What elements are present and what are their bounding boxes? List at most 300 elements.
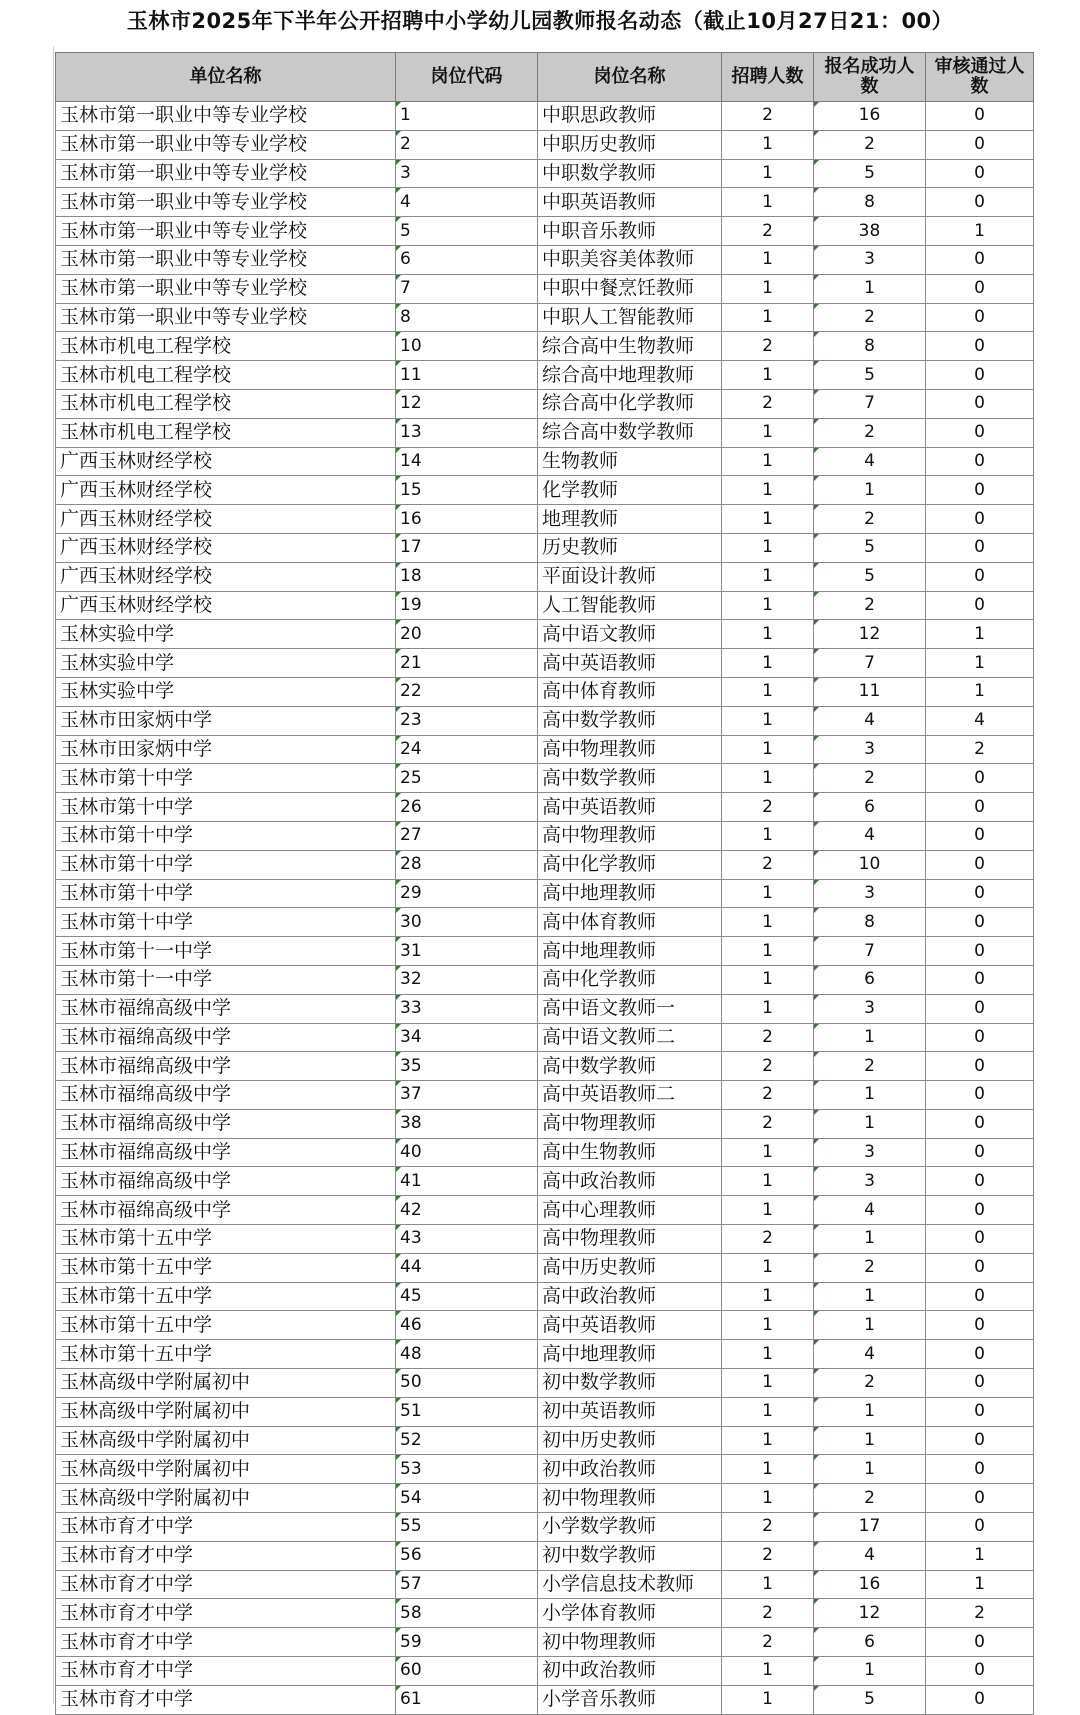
cell-post-name[interactable]: 地理教师	[538, 505, 722, 534]
cell-recruit-count[interactable]: 1	[722, 620, 814, 649]
cell-unit-name[interactable]: 玉林市第一职业中等专业学校	[56, 303, 396, 332]
cell-registered-count[interactable]: 12	[814, 1599, 926, 1628]
cell-post-name[interactable]: 高中化学教师	[538, 965, 722, 994]
cell-post-name[interactable]: 高中心理教师	[538, 1196, 722, 1225]
cell-approved-count[interactable]: 0	[926, 1513, 1034, 1542]
cell-post-code[interactable]: 54	[396, 1484, 538, 1513]
cell-unit-name[interactable]: 玉林市第十中学	[56, 821, 396, 850]
cell-post-name[interactable]: 高中英语教师二	[538, 1081, 722, 1110]
cell-recruit-count[interactable]: 2	[722, 389, 814, 418]
cell-unit-name[interactable]: 玉林市育才中学	[56, 1685, 396, 1714]
cell-post-code[interactable]: 12	[396, 389, 538, 418]
cell-post-name[interactable]: 初中物理教师	[538, 1628, 722, 1657]
cell-unit-name[interactable]: 玉林市福绵高级中学	[56, 1138, 396, 1167]
cell-post-name[interactable]: 高中地理教师	[538, 1340, 722, 1369]
cell-approved-count[interactable]: 1	[926, 620, 1034, 649]
cell-post-code[interactable]: 27	[396, 821, 538, 850]
cell-registered-count[interactable]: 3	[814, 994, 926, 1023]
cell-post-name[interactable]: 平面设计教师	[538, 562, 722, 591]
cell-unit-name[interactable]: 广西玉林财经学校	[56, 447, 396, 476]
cell-post-name[interactable]: 综合高中生物教师	[538, 332, 722, 361]
cell-unit-name[interactable]: 玉林市福绵高级中学	[56, 1196, 396, 1225]
cell-post-name[interactable]: 中职思政教师	[538, 102, 722, 131]
cell-unit-name[interactable]: 广西玉林财经学校	[56, 505, 396, 534]
cell-approved-count[interactable]: 0	[926, 389, 1034, 418]
cell-post-name[interactable]: 初中历史教师	[538, 1426, 722, 1455]
cell-registered-count[interactable]: 1	[814, 1397, 926, 1426]
cell-registered-count[interactable]: 2	[814, 303, 926, 332]
cell-approved-count[interactable]: 2	[926, 735, 1034, 764]
cell-post-name[interactable]: 初中政治教师	[538, 1657, 722, 1686]
cell-registered-count[interactable]: 3	[814, 1138, 926, 1167]
cell-unit-name[interactable]: 玉林市第一职业中等专业学校	[56, 130, 396, 159]
cell-registered-count[interactable]: 1	[814, 1282, 926, 1311]
cell-recruit-count[interactable]: 1	[722, 649, 814, 678]
cell-approved-count[interactable]: 0	[926, 245, 1034, 274]
cell-post-code[interactable]: 16	[396, 505, 538, 534]
cell-post-code[interactable]: 44	[396, 1253, 538, 1282]
cell-post-code[interactable]: 61	[396, 1685, 538, 1714]
cell-approved-count[interactable]: 1	[926, 1570, 1034, 1599]
cell-post-code[interactable]: 55	[396, 1513, 538, 1542]
cell-unit-name[interactable]: 玉林市第十中学	[56, 764, 396, 793]
cell-registered-count[interactable]: 6	[814, 965, 926, 994]
cell-post-code[interactable]: 33	[396, 994, 538, 1023]
cell-registered-count[interactable]: 3	[814, 735, 926, 764]
cell-post-name[interactable]: 高中数学教师	[538, 764, 722, 793]
cell-approved-count[interactable]: 0	[926, 1628, 1034, 1657]
cell-registered-count[interactable]: 1	[814, 1023, 926, 1052]
cell-post-code[interactable]: 1	[396, 102, 538, 131]
cell-approved-count[interactable]: 0	[926, 533, 1034, 562]
cell-unit-name[interactable]: 玉林市第一职业中等专业学校	[56, 217, 396, 246]
cell-unit-name[interactable]: 广西玉林财经学校	[56, 476, 396, 505]
cell-recruit-count[interactable]: 1	[722, 1311, 814, 1340]
cell-post-name[interactable]: 初中政治教师	[538, 1455, 722, 1484]
cell-approved-count[interactable]: 0	[926, 274, 1034, 303]
cell-post-name[interactable]: 小学信息技术教师	[538, 1570, 722, 1599]
cell-approved-count[interactable]: 0	[926, 1109, 1034, 1138]
cell-post-code[interactable]: 23	[396, 706, 538, 735]
cell-recruit-count[interactable]: 1	[722, 1570, 814, 1599]
cell-registered-count[interactable]: 4	[814, 1340, 926, 1369]
cell-registered-count[interactable]: 1	[814, 1426, 926, 1455]
cell-post-code[interactable]: 24	[396, 735, 538, 764]
cell-post-name[interactable]: 化学教师	[538, 476, 722, 505]
cell-post-code[interactable]: 19	[396, 591, 538, 620]
cell-post-code[interactable]: 45	[396, 1282, 538, 1311]
cell-approved-count[interactable]: 0	[926, 1081, 1034, 1110]
cell-unit-name[interactable]: 玉林市育才中学	[56, 1570, 396, 1599]
cell-unit-name[interactable]: 玉林市育才中学	[56, 1541, 396, 1570]
cell-registered-count[interactable]: 4	[814, 821, 926, 850]
cell-approved-count[interactable]: 0	[926, 965, 1034, 994]
cell-post-code[interactable]: 34	[396, 1023, 538, 1052]
cell-unit-name[interactable]: 玉林市第十一中学	[56, 965, 396, 994]
cell-recruit-count[interactable]: 1	[722, 1138, 814, 1167]
cell-registered-count[interactable]: 7	[814, 937, 926, 966]
cell-post-name[interactable]: 中职人工智能教师	[538, 303, 722, 332]
cell-recruit-count[interactable]: 1	[722, 1282, 814, 1311]
cell-registered-count[interactable]: 16	[814, 102, 926, 131]
cell-recruit-count[interactable]: 2	[722, 850, 814, 879]
cell-post-code[interactable]: 15	[396, 476, 538, 505]
cell-post-name[interactable]: 小学音乐教师	[538, 1685, 722, 1714]
cell-post-code[interactable]: 28	[396, 850, 538, 879]
cell-recruit-count[interactable]: 1	[722, 476, 814, 505]
cell-recruit-count[interactable]: 1	[722, 706, 814, 735]
cell-recruit-count[interactable]: 1	[722, 908, 814, 937]
cell-unit-name[interactable]: 玉林市第十中学	[56, 879, 396, 908]
cell-post-code[interactable]: 17	[396, 533, 538, 562]
cell-unit-name[interactable]: 玉林市机电工程学校	[56, 418, 396, 447]
cell-registered-count[interactable]: 2	[814, 764, 926, 793]
cell-post-name[interactable]: 高中地理教师	[538, 937, 722, 966]
cell-post-code[interactable]: 4	[396, 188, 538, 217]
cell-post-name[interactable]: 高中物理教师	[538, 735, 722, 764]
cell-post-name[interactable]: 高中英语教师	[538, 1311, 722, 1340]
cell-approved-count[interactable]: 0	[926, 1023, 1034, 1052]
cell-unit-name[interactable]: 玉林市第十五中学	[56, 1225, 396, 1254]
cell-recruit-count[interactable]: 1	[722, 879, 814, 908]
cell-post-name[interactable]: 中职美容美体教师	[538, 245, 722, 274]
cell-approved-count[interactable]: 0	[926, 1138, 1034, 1167]
cell-post-name[interactable]: 中职数学教师	[538, 159, 722, 188]
cell-post-name[interactable]: 初中物理教师	[538, 1484, 722, 1513]
cell-approved-count[interactable]: 0	[926, 1369, 1034, 1398]
cell-unit-name[interactable]: 玉林市第十五中学	[56, 1311, 396, 1340]
cell-unit-name[interactable]: 玉林市第十中学	[56, 793, 396, 822]
cell-post-code[interactable]: 53	[396, 1455, 538, 1484]
cell-recruit-count[interactable]: 1	[722, 447, 814, 476]
cell-post-name[interactable]: 高中语文教师二	[538, 1023, 722, 1052]
cell-registered-count[interactable]: 7	[814, 649, 926, 678]
cell-unit-name[interactable]: 玉林市育才中学	[56, 1599, 396, 1628]
cell-registered-count[interactable]: 3	[814, 245, 926, 274]
cell-recruit-count[interactable]: 2	[722, 1513, 814, 1542]
cell-recruit-count[interactable]: 1	[722, 1167, 814, 1196]
cell-recruit-count[interactable]: 2	[722, 1541, 814, 1570]
cell-recruit-count[interactable]: 1	[722, 735, 814, 764]
cell-recruit-count[interactable]: 1	[722, 1340, 814, 1369]
cell-post-code[interactable]: 32	[396, 965, 538, 994]
cell-post-code[interactable]: 43	[396, 1225, 538, 1254]
cell-registered-count[interactable]: 2	[814, 1052, 926, 1081]
cell-approved-count[interactable]: 0	[926, 505, 1034, 534]
cell-unit-name[interactable]: 玉林市机电工程学校	[56, 332, 396, 361]
cell-registered-count[interactable]: 12	[814, 620, 926, 649]
cell-post-name[interactable]: 高中政治教师	[538, 1282, 722, 1311]
cell-recruit-count[interactable]: 1	[722, 159, 814, 188]
cell-unit-name[interactable]: 玉林高级中学附属初中	[56, 1426, 396, 1455]
cell-approved-count[interactable]: 1	[926, 217, 1034, 246]
cell-recruit-count[interactable]: 2	[722, 1023, 814, 1052]
cell-registered-count[interactable]: 5	[814, 562, 926, 591]
cell-post-code[interactable]: 6	[396, 245, 538, 274]
cell-recruit-count[interactable]: 2	[722, 1599, 814, 1628]
cell-post-name[interactable]: 高中生物教师	[538, 1138, 722, 1167]
cell-registered-count[interactable]: 1	[814, 1311, 926, 1340]
cell-recruit-count[interactable]: 1	[722, 562, 814, 591]
cell-registered-count[interactable]: 2	[814, 591, 926, 620]
cell-post-name[interactable]: 高中体育教师	[538, 677, 722, 706]
cell-approved-count[interactable]: 1	[926, 649, 1034, 678]
cell-registered-count[interactable]: 2	[814, 1253, 926, 1282]
cell-post-name[interactable]: 综合高中数学教师	[538, 418, 722, 447]
cell-recruit-count[interactable]: 1	[722, 1455, 814, 1484]
cell-post-name[interactable]: 高中数学教师	[538, 706, 722, 735]
cell-post-code[interactable]: 29	[396, 879, 538, 908]
cell-post-name[interactable]: 生物教师	[538, 447, 722, 476]
cell-approved-count[interactable]: 0	[926, 1455, 1034, 1484]
cell-registered-count[interactable]: 2	[814, 505, 926, 534]
cell-post-code[interactable]: 13	[396, 418, 538, 447]
cell-registered-count[interactable]: 1	[814, 1081, 926, 1110]
cell-approved-count[interactable]: 0	[926, 102, 1034, 131]
cell-post-code[interactable]: 42	[396, 1196, 538, 1225]
cell-post-code[interactable]: 38	[396, 1109, 538, 1138]
cell-registered-count[interactable]: 6	[814, 1628, 926, 1657]
cell-registered-count[interactable]: 1	[814, 1455, 926, 1484]
cell-post-code[interactable]: 2	[396, 130, 538, 159]
cell-registered-count[interactable]: 10	[814, 850, 926, 879]
cell-post-code[interactable]: 59	[396, 1628, 538, 1657]
cell-post-code[interactable]: 18	[396, 562, 538, 591]
cell-registered-count[interactable]: 4	[814, 447, 926, 476]
cell-registered-count[interactable]: 2	[814, 1484, 926, 1513]
cell-unit-name[interactable]: 广西玉林财经学校	[56, 533, 396, 562]
cell-post-name[interactable]: 初中英语教师	[538, 1397, 722, 1426]
cell-unit-name[interactable]: 玉林市育才中学	[56, 1628, 396, 1657]
cell-registered-count[interactable]: 2	[814, 1369, 926, 1398]
cell-post-name[interactable]: 高中英语教师	[538, 793, 722, 822]
cell-post-code[interactable]: 37	[396, 1081, 538, 1110]
cell-registered-count[interactable]: 1	[814, 1225, 926, 1254]
cell-approved-count[interactable]: 0	[926, 1340, 1034, 1369]
cell-recruit-count[interactable]: 1	[722, 505, 814, 534]
cell-recruit-count[interactable]: 1	[722, 821, 814, 850]
cell-registered-count[interactable]: 5	[814, 159, 926, 188]
cell-unit-name[interactable]: 玉林高级中学附属初中	[56, 1397, 396, 1426]
cell-approved-count[interactable]: 0	[926, 994, 1034, 1023]
cell-post-name[interactable]: 中职历史教师	[538, 130, 722, 159]
cell-post-name[interactable]: 高中政治教师	[538, 1167, 722, 1196]
cell-post-code[interactable]: 30	[396, 908, 538, 937]
cell-post-code[interactable]: 48	[396, 1340, 538, 1369]
cell-post-code[interactable]: 56	[396, 1541, 538, 1570]
cell-post-code[interactable]: 20	[396, 620, 538, 649]
cell-post-code[interactable]: 57	[396, 1570, 538, 1599]
cell-post-name[interactable]: 综合高中地理教师	[538, 361, 722, 390]
cell-recruit-count[interactable]: 1	[722, 937, 814, 966]
cell-registered-count[interactable]: 3	[814, 1167, 926, 1196]
cell-post-code[interactable]: 8	[396, 303, 538, 332]
cell-approved-count[interactable]: 1	[926, 677, 1034, 706]
cell-registered-count[interactable]: 7	[814, 389, 926, 418]
cell-unit-name[interactable]: 玉林高级中学附属初中	[56, 1484, 396, 1513]
cell-approved-count[interactable]: 0	[926, 1484, 1034, 1513]
cell-approved-count[interactable]: 4	[926, 706, 1034, 735]
cell-approved-count[interactable]: 0	[926, 879, 1034, 908]
cell-approved-count[interactable]: 0	[926, 1167, 1034, 1196]
cell-post-name[interactable]: 中职中餐烹饪教师	[538, 274, 722, 303]
cell-post-code[interactable]: 25	[396, 764, 538, 793]
cell-post-code[interactable]: 46	[396, 1311, 538, 1340]
cell-post-name[interactable]: 小学体育教师	[538, 1599, 722, 1628]
cell-recruit-count[interactable]: 1	[722, 533, 814, 562]
cell-registered-count[interactable]: 2	[814, 130, 926, 159]
cell-unit-name[interactable]: 广西玉林财经学校	[56, 591, 396, 620]
cell-approved-count[interactable]: 0	[926, 1225, 1034, 1254]
cell-approved-count[interactable]: 0	[926, 908, 1034, 937]
cell-post-code[interactable]: 11	[396, 361, 538, 390]
cell-registered-count[interactable]: 2	[814, 418, 926, 447]
cell-post-code[interactable]: 22	[396, 677, 538, 706]
cell-registered-count[interactable]: 8	[814, 908, 926, 937]
cell-recruit-count[interactable]: 1	[722, 418, 814, 447]
cell-approved-count[interactable]: 0	[926, 303, 1034, 332]
cell-approved-count[interactable]: 0	[926, 447, 1034, 476]
cell-registered-count[interactable]: 17	[814, 1513, 926, 1542]
cell-approved-count[interactable]: 0	[926, 159, 1034, 188]
cell-post-name[interactable]: 高中英语教师	[538, 649, 722, 678]
cell-unit-name[interactable]: 玉林市第一职业中等专业学校	[56, 102, 396, 131]
cell-post-name[interactable]: 高中数学教师	[538, 1052, 722, 1081]
cell-registered-count[interactable]: 5	[814, 533, 926, 562]
cell-recruit-count[interactable]: 1	[722, 1657, 814, 1686]
cell-unit-name[interactable]: 玉林高级中学附属初中	[56, 1455, 396, 1484]
cell-approved-count[interactable]: 0	[926, 1282, 1034, 1311]
cell-recruit-count[interactable]: 2	[722, 793, 814, 822]
cell-unit-name[interactable]: 玉林市福绵高级中学	[56, 1081, 396, 1110]
cell-unit-name[interactable]: 玉林市第一职业中等专业学校	[56, 159, 396, 188]
cell-approved-count[interactable]: 0	[926, 764, 1034, 793]
cell-unit-name[interactable]: 玉林市田家炳中学	[56, 706, 396, 735]
cell-recruit-count[interactable]: 2	[722, 1109, 814, 1138]
cell-registered-count[interactable]: 1	[814, 274, 926, 303]
cell-approved-count[interactable]: 0	[926, 361, 1034, 390]
cell-post-code[interactable]: 60	[396, 1657, 538, 1686]
cell-recruit-count[interactable]: 1	[722, 1196, 814, 1225]
cell-unit-name[interactable]: 玉林市第十中学	[56, 850, 396, 879]
cell-post-name[interactable]: 高中语文教师	[538, 620, 722, 649]
cell-approved-count[interactable]: 0	[926, 937, 1034, 966]
cell-post-code[interactable]: 51	[396, 1397, 538, 1426]
cell-recruit-count[interactable]: 1	[722, 1484, 814, 1513]
cell-recruit-count[interactable]: 2	[722, 332, 814, 361]
cell-post-code[interactable]: 50	[396, 1369, 538, 1398]
cell-post-code[interactable]: 52	[396, 1426, 538, 1455]
cell-post-code[interactable]: 40	[396, 1138, 538, 1167]
cell-unit-name[interactable]: 玉林市福绵高级中学	[56, 1167, 396, 1196]
cell-post-name[interactable]: 综合高中化学教师	[538, 389, 722, 418]
cell-registered-count[interactable]: 5	[814, 1685, 926, 1714]
cell-unit-name[interactable]: 玉林市育才中学	[56, 1657, 396, 1686]
cell-recruit-count[interactable]: 1	[722, 303, 814, 332]
cell-recruit-count[interactable]: 2	[722, 1081, 814, 1110]
cell-approved-count[interactable]: 1	[926, 1541, 1034, 1570]
cell-recruit-count[interactable]: 1	[722, 965, 814, 994]
cell-post-code[interactable]: 58	[396, 1599, 538, 1628]
cell-post-code[interactable]: 31	[396, 937, 538, 966]
cell-unit-name[interactable]: 玉林市福绵高级中学	[56, 994, 396, 1023]
cell-post-name[interactable]: 高中语文教师一	[538, 994, 722, 1023]
cell-post-name[interactable]: 高中地理教师	[538, 879, 722, 908]
cell-recruit-count[interactable]: 1	[722, 1253, 814, 1282]
cell-unit-name[interactable]: 玉林市机电工程学校	[56, 389, 396, 418]
cell-registered-count[interactable]: 5	[814, 361, 926, 390]
cell-recruit-count[interactable]: 2	[722, 1628, 814, 1657]
cell-unit-name[interactable]: 广西玉林财经学校	[56, 562, 396, 591]
cell-post-name[interactable]: 初中数学教师	[538, 1541, 722, 1570]
cell-recruit-count[interactable]: 1	[722, 130, 814, 159]
cell-post-code[interactable]: 10	[396, 332, 538, 361]
cell-registered-count[interactable]: 1	[814, 1657, 926, 1686]
cell-post-name[interactable]: 高中化学教师	[538, 850, 722, 879]
cell-approved-count[interactable]: 0	[926, 562, 1034, 591]
cell-recruit-count[interactable]: 1	[722, 1426, 814, 1455]
cell-post-name[interactable]: 中职英语教师	[538, 188, 722, 217]
cell-post-code[interactable]: 7	[396, 274, 538, 303]
cell-post-code[interactable]: 35	[396, 1052, 538, 1081]
cell-post-code[interactable]: 41	[396, 1167, 538, 1196]
cell-registered-count[interactable]: 1	[814, 476, 926, 505]
cell-post-name[interactable]: 中职音乐教师	[538, 217, 722, 246]
cell-registered-count[interactable]: 38	[814, 217, 926, 246]
cell-post-code[interactable]: 21	[396, 649, 538, 678]
cell-post-code[interactable]: 14	[396, 447, 538, 476]
cell-approved-count[interactable]: 0	[926, 1311, 1034, 1340]
cell-unit-name[interactable]: 玉林市福绵高级中学	[56, 1052, 396, 1081]
cell-recruit-count[interactable]: 1	[722, 274, 814, 303]
cell-post-name[interactable]: 高中历史教师	[538, 1253, 722, 1282]
cell-post-name[interactable]: 历史教师	[538, 533, 722, 562]
cell-approved-count[interactable]: 0	[926, 1657, 1034, 1686]
cell-recruit-count[interactable]: 2	[722, 1225, 814, 1254]
cell-post-name[interactable]: 高中物理教师	[538, 1225, 722, 1254]
cell-approved-count[interactable]: 0	[926, 793, 1034, 822]
cell-approved-count[interactable]: 0	[926, 130, 1034, 159]
cell-approved-count[interactable]: 0	[926, 1426, 1034, 1455]
cell-unit-name[interactable]: 玉林实验中学	[56, 677, 396, 706]
cell-post-name[interactable]: 高中体育教师	[538, 908, 722, 937]
cell-post-code[interactable]: 5	[396, 217, 538, 246]
cell-recruit-count[interactable]: 2	[722, 217, 814, 246]
cell-approved-count[interactable]: 0	[926, 332, 1034, 361]
cell-registered-count[interactable]: 8	[814, 332, 926, 361]
cell-recruit-count[interactable]: 1	[722, 677, 814, 706]
cell-approved-count[interactable]: 0	[926, 850, 1034, 879]
cell-registered-count[interactable]: 3	[814, 879, 926, 908]
cell-unit-name[interactable]: 玉林市田家炳中学	[56, 735, 396, 764]
cell-post-code[interactable]: 3	[396, 159, 538, 188]
cell-approved-count[interactable]: 0	[926, 591, 1034, 620]
cell-unit-name[interactable]: 玉林市福绵高级中学	[56, 1023, 396, 1052]
cell-recruit-count[interactable]: 1	[722, 1369, 814, 1398]
cell-approved-count[interactable]: 0	[926, 1685, 1034, 1714]
cell-approved-count[interactable]: 0	[926, 1196, 1034, 1225]
cell-recruit-count[interactable]: 2	[722, 102, 814, 131]
cell-unit-name[interactable]: 玉林实验中学	[56, 620, 396, 649]
cell-approved-count[interactable]: 0	[926, 1397, 1034, 1426]
cell-registered-count[interactable]: 6	[814, 793, 926, 822]
cell-registered-count[interactable]: 16	[814, 1570, 926, 1599]
cell-post-name[interactable]: 人工智能教师	[538, 591, 722, 620]
cell-unit-name[interactable]: 玉林市第十五中学	[56, 1253, 396, 1282]
cell-unit-name[interactable]: 玉林市第一职业中等专业学校	[56, 188, 396, 217]
cell-approved-count[interactable]: 0	[926, 1052, 1034, 1081]
cell-unit-name[interactable]: 玉林市机电工程学校	[56, 361, 396, 390]
